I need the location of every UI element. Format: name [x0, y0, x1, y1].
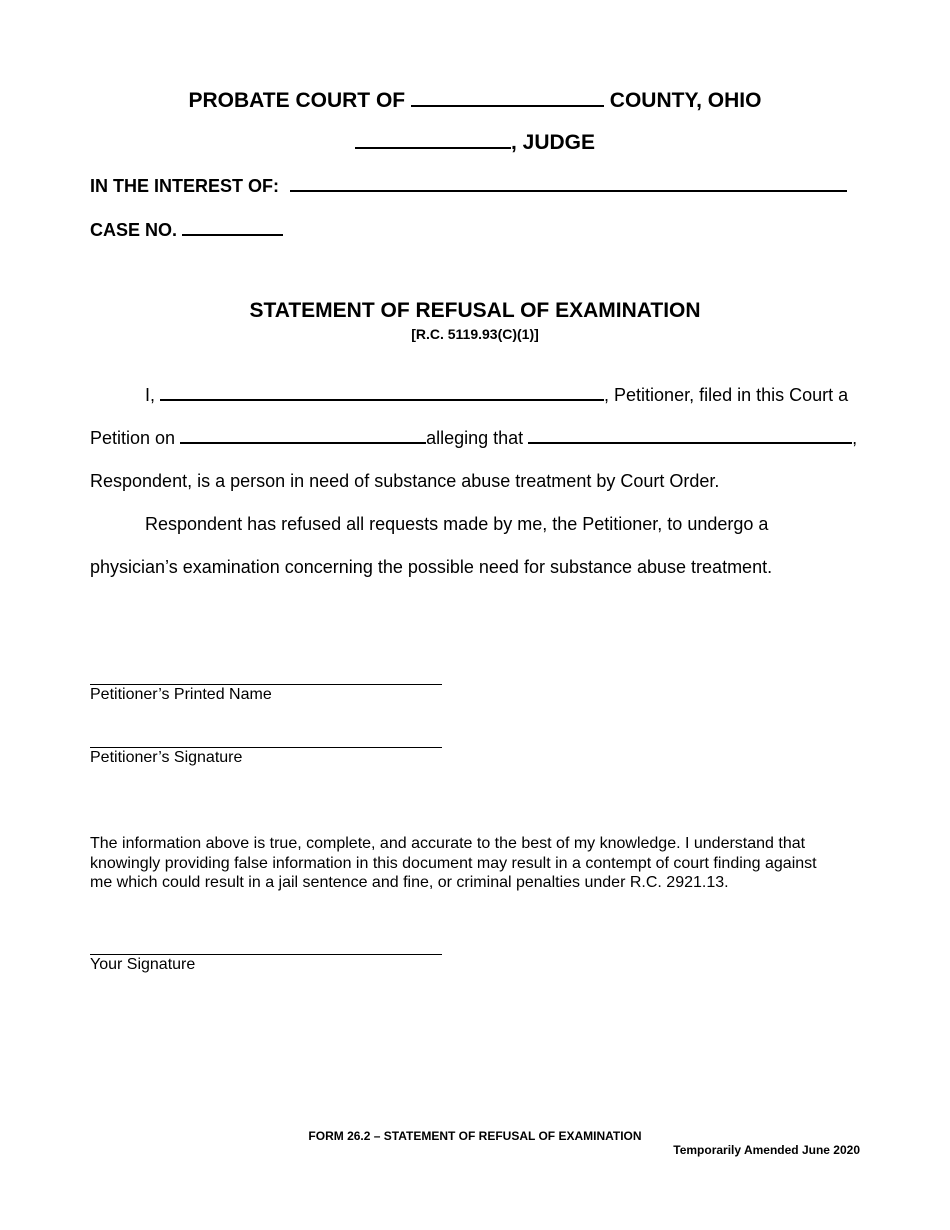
petitioner-name-blank[interactable] — [160, 399, 604, 401]
interest-blank[interactable] — [290, 190, 847, 192]
affirmation-text — [90, 834, 817, 893]
line2-suffix: , — [852, 428, 858, 448]
petition-date-blank[interactable] — [180, 442, 426, 444]
your-signature-label: Your Signature — [90, 956, 196, 973]
court-suffix: COUNTY, OHIO — [609, 89, 762, 112]
line1-suffix: , Petitioner, filed in this Court a — [604, 385, 849, 405]
case-number-blank[interactable] — [182, 234, 283, 236]
affirmation-line-3: me which could result in a jail sentence and fine, or criminal penalties under R.C. 2921.13. — [90, 874, 729, 891]
judge-suffix: , JUDGE — [510, 131, 596, 154]
footer-amended: Temporarily Amended June 2020 — [673, 1143, 860, 1157]
page-title: STATEMENT OF REFUSAL OF EXAMINATION — [249, 299, 701, 322]
judge-blank[interactable] — [355, 147, 511, 149]
footer-form-name: FORM 26.2 – STATEMENT OF REFUSAL OF EXAMINATION — [308, 1129, 642, 1143]
respondent-name-blank[interactable] — [528, 442, 852, 444]
your-signature-line[interactable] — [90, 954, 442, 955]
affirmation-line-1: The information above is true, complete, and accurate to the best of my knowledge. I understand that — [90, 835, 806, 852]
interest-label: IN THE INTEREST OF: — [90, 176, 279, 196]
affirmation-line-2: knowingly providing false information in this document may result in a contempt of court finding against — [90, 854, 817, 872]
court-prefix: PROBATE COURT OF — [188, 89, 406, 112]
petitioner-signature-line[interactable] — [90, 747, 442, 748]
body-line-4: Respondent has refused all requests made by me, the Petitioner, to undergo a — [145, 514, 769, 534]
body-line-5: physician’s examination concerning the possible need for substance abuse treatment. — [90, 557, 773, 577]
petitioner-signature-label: Petitioner’s Signature — [90, 749, 243, 766]
county-blank[interactable] — [411, 105, 604, 107]
judge-heading — [0, 131, 950, 155]
line2-prefix: Petition on — [90, 428, 176, 448]
court-heading — [0, 89, 950, 113]
case-row — [90, 220, 283, 241]
interest-row — [90, 176, 847, 197]
case-label: CASE NO. — [90, 220, 178, 240]
line1-prefix: I, — [145, 385, 156, 405]
printed-name-line[interactable] — [90, 684, 442, 685]
line2-middle: alleging that — [426, 428, 524, 448]
body-line-3: Respondent, is a person in need of substance abuse treatment by Court Order. — [90, 471, 720, 491]
citation: [R.C. 5119.93(C)(1)] — [411, 326, 539, 342]
printed-name-label: Petitioner’s Printed Name — [90, 686, 272, 703]
body-line-1 — [145, 385, 860, 406]
body-line-2 — [90, 428, 857, 449]
